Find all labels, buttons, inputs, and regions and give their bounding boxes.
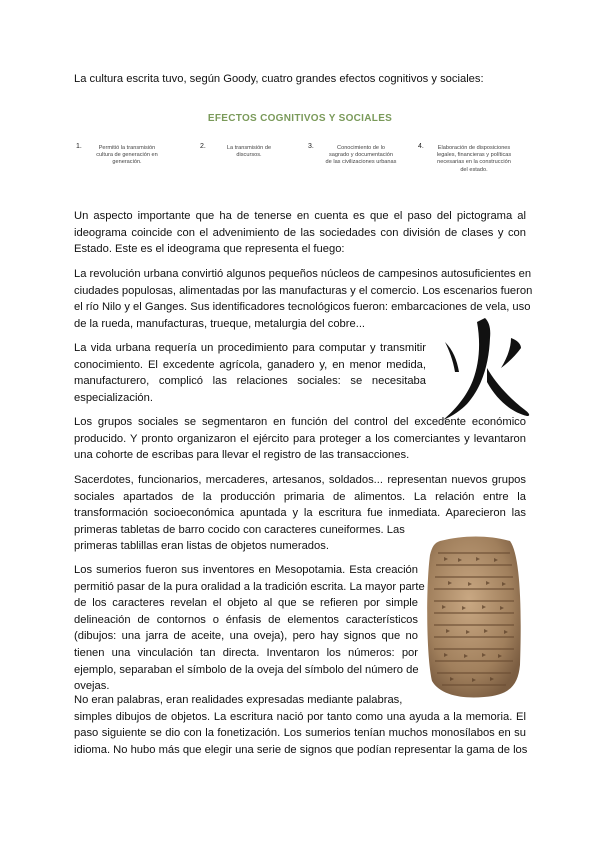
step-number: 2. bbox=[200, 143, 206, 150]
intro-text: La cultura escrita tuvo, según Goody, cuatro grandes efectos cognitivos y sociales: bbox=[74, 73, 484, 85]
text-line: conocimiento. El excedente agrícola, ganadero y, en menor medida, bbox=[74, 358, 426, 371]
text-line: Estado. Este es el ideograma que representa el fuego: bbox=[74, 243, 345, 256]
step-line: La transmisión de bbox=[226, 145, 272, 151]
cuneiform-tablet-image bbox=[424, 535, 524, 699]
text-line: No eran palabras, eran realidades expresadas mediante palabras, bbox=[74, 694, 403, 706]
text-line: permitió pasar de la pura oralidad a la tradición escrita. La mayor parte bbox=[74, 580, 425, 593]
figure-step-2 bbox=[200, 143, 288, 159]
text-line: La revolución urbana convirtió algunos pequeños núcleos de campesinos autosuficientes en bbox=[74, 268, 532, 280]
text-line: tienen una vinculación tan directa. Inventaron los números: por bbox=[74, 646, 418, 659]
text-line: especialización. bbox=[74, 391, 153, 404]
text-line: Sacerdotes, funcionarios, mercaderes, artesanos, soldados... representan nuevos grupos bbox=[74, 474, 526, 486]
fire-ideogram-icon bbox=[437, 316, 533, 428]
step-line: necesarias en la construcción bbox=[437, 159, 511, 166]
text-line: Un aspecto importante que ha de tenerse en cuenta es que el paso del pictograma al bbox=[74, 210, 526, 222]
text-line: paso siguiente se dio con la fonetización. Los sumerios tenían muchos monosílabos en su bbox=[74, 727, 526, 740]
text-line: Los grupos sociales se segmentaron en función del control del excedente económico bbox=[74, 416, 526, 428]
text-line: transformación socioeconómica apuntada y la escritura fue inmediata. Aparecieron las bbox=[74, 507, 526, 520]
text-line: Los sumerios fueron sus inventores en Mesopotamia. Esta creación bbox=[74, 564, 418, 576]
step-number: 1. bbox=[76, 143, 82, 150]
text-line: una cohorte de escribas para llevar el registro de las transacciones. bbox=[74, 449, 410, 462]
text-line: producido. Y pronto organizaron el ejército para proteger a los comerciantes y levantaron bbox=[74, 432, 526, 445]
paragraph-ideogram bbox=[74, 208, 526, 258]
paragraph-social-groups bbox=[74, 414, 526, 464]
paragraph-sumerians bbox=[74, 562, 425, 695]
text-line: el río Nilo y el Ganges. Sus identificadores tecnológicos fueron: embarcaciones de vela, uso bbox=[74, 301, 531, 314]
text-line: ideograma coincide con el advenimiento de las sociedades con división de clases y con bbox=[74, 226, 526, 239]
text-line: primeras tabletas de barro cocido con caracteres cuneiformes. Las bbox=[74, 523, 405, 536]
text-line: de los caracteres revelan el objeto al que se refieren por simple bbox=[74, 597, 418, 610]
figure-step-4 bbox=[418, 143, 520, 174]
figure-title: EFECTOS COGNITIVOS Y SOCIALES bbox=[207, 113, 393, 124]
step-line: sagrado y documentación bbox=[328, 152, 394, 159]
text-line: primeras tablillas eran listas de objetos numerados. bbox=[74, 540, 329, 553]
step-number: 3. bbox=[308, 143, 314, 150]
step-line: Conocimiento de lo bbox=[337, 145, 385, 151]
step-line: discursos. bbox=[236, 152, 262, 159]
step-line: del estado. bbox=[460, 166, 488, 173]
step-line: cultura de generación en bbox=[96, 152, 158, 159]
text-line: sociales apartados de la producción primaria de alimentos. La relación entre la bbox=[74, 490, 526, 503]
step-line: Elaboración de disposiciones bbox=[437, 145, 511, 151]
step-line: legales, financieras y políticas bbox=[436, 152, 512, 159]
text-line: ovejas. bbox=[74, 680, 110, 693]
text-line: simples dibujos de objetos. La escritura nació por tanto como una ayuda a la memoria. El bbox=[74, 710, 526, 723]
text-line: ejemplo, separaban el símbolo de la oveja del símbolo del número de bbox=[74, 663, 419, 676]
text-line: La vida urbana requería un procedimiento para computar y transmitir bbox=[74, 342, 426, 354]
step-line: de las civilizaciones urbanas bbox=[325, 159, 397, 166]
text-line: ciudades populosas, alimentadas por las manufacturas y el comercio. Los escenarios fueron bbox=[74, 284, 533, 297]
figure-step-1 bbox=[76, 143, 168, 167]
paragraph-urban-life bbox=[74, 340, 426, 406]
text-line: delineación de contornos o énfasis de elementos característicos bbox=[74, 613, 418, 626]
paragraph-phonetization bbox=[74, 692, 526, 758]
step-line: generación. bbox=[112, 159, 142, 166]
text-line: idioma. No hubo más que elegir una serie de signos que podían representar la gama de los bbox=[74, 743, 528, 756]
step-number: 4. bbox=[418, 143, 424, 150]
figure-step-3 bbox=[308, 143, 404, 167]
step-line: Permitió la transmisión bbox=[98, 145, 156, 151]
text-line: de la rueda, manufacturas, trueque, metalurgia del cobre... bbox=[74, 317, 366, 330]
text-line: (dibujos: una jarra de aceite, una oveja), pero hay signos que no bbox=[74, 630, 418, 643]
text-line: manufacturero, complicó las relaciones sociales: se necesitaba bbox=[74, 375, 426, 388]
